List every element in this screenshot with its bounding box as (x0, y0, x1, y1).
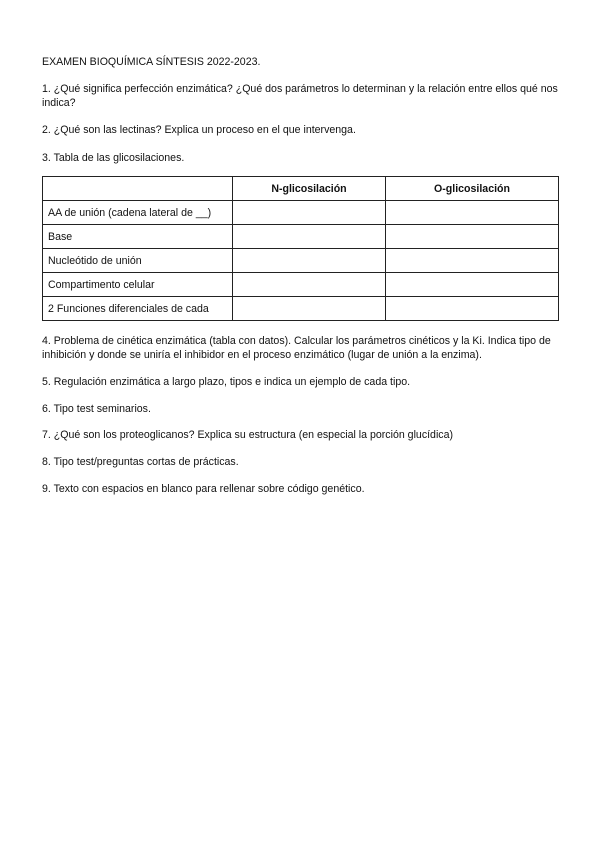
empty-cell (233, 273, 386, 297)
table-row (43, 297, 559, 321)
question-9: 9. Texto con espacios en blanco para rellenar sobre código genético. (42, 483, 365, 495)
header-empty-cell (43, 177, 233, 201)
empty-cell (386, 297, 559, 321)
row-label: Compartimento celular (43, 273, 233, 297)
empty-cell (386, 201, 559, 225)
question-3: 3. Tabla de las glicosilaciones. (42, 152, 185, 164)
glycosylation-table (42, 176, 559, 321)
empty-cell (233, 297, 386, 321)
question-4: 4. Problema de cinética enzimática (tabla con datos). Calcular los parámetros cinéticos y la Ki. Indica tipo de inhibición y donde se uniría el inhibidor en el proceso enzimático (lugar de unión a la enzima). (42, 335, 551, 361)
header-n-glycosylation: N-glicosilación (233, 177, 386, 201)
table-row (43, 249, 559, 273)
table-header-row (43, 177, 559, 201)
empty-cell (233, 249, 386, 273)
empty-cell (233, 225, 386, 249)
empty-cell (386, 273, 559, 297)
table-row (43, 273, 559, 297)
row-label: Base (43, 225, 233, 249)
row-label: AA de unión (cadena lateral de __) (43, 201, 233, 225)
row-label: Nucleótido de unión (43, 249, 233, 273)
table-row (43, 201, 559, 225)
table-row (43, 225, 559, 249)
question-5: 5. Regulación enzimática a largo plazo, tipos e indica un ejemplo de cada tipo. (42, 376, 411, 388)
empty-cell (386, 249, 559, 273)
empty-cell (386, 225, 559, 249)
question-6: 6. Tipo test seminarios. (42, 403, 151, 415)
question-8: 8. Tipo test/preguntas cortas de prácticas. (42, 456, 239, 468)
row-label: 2 Funciones diferenciales de cada (43, 297, 233, 321)
empty-cell (233, 201, 386, 225)
header-o-glycosylation: O-glicosilación (386, 177, 559, 201)
question-7: 7. ¿Qué son los proteoglicanos? Explica su estructura (en especial la porción glucídica) (42, 429, 454, 441)
exam-title: EXAMEN BIOQUÍMICA SÍNTESIS 2022-2023. (42, 56, 261, 68)
question-2: 2. ¿Qué son las lectinas? Explica un proceso en el que intervenga. (42, 124, 356, 136)
question-1: 1. ¿Qué significa perfección enzimática? ¿Qué dos parámetros lo determinan y la relación entre ellos qué nos indica? (42, 83, 558, 109)
